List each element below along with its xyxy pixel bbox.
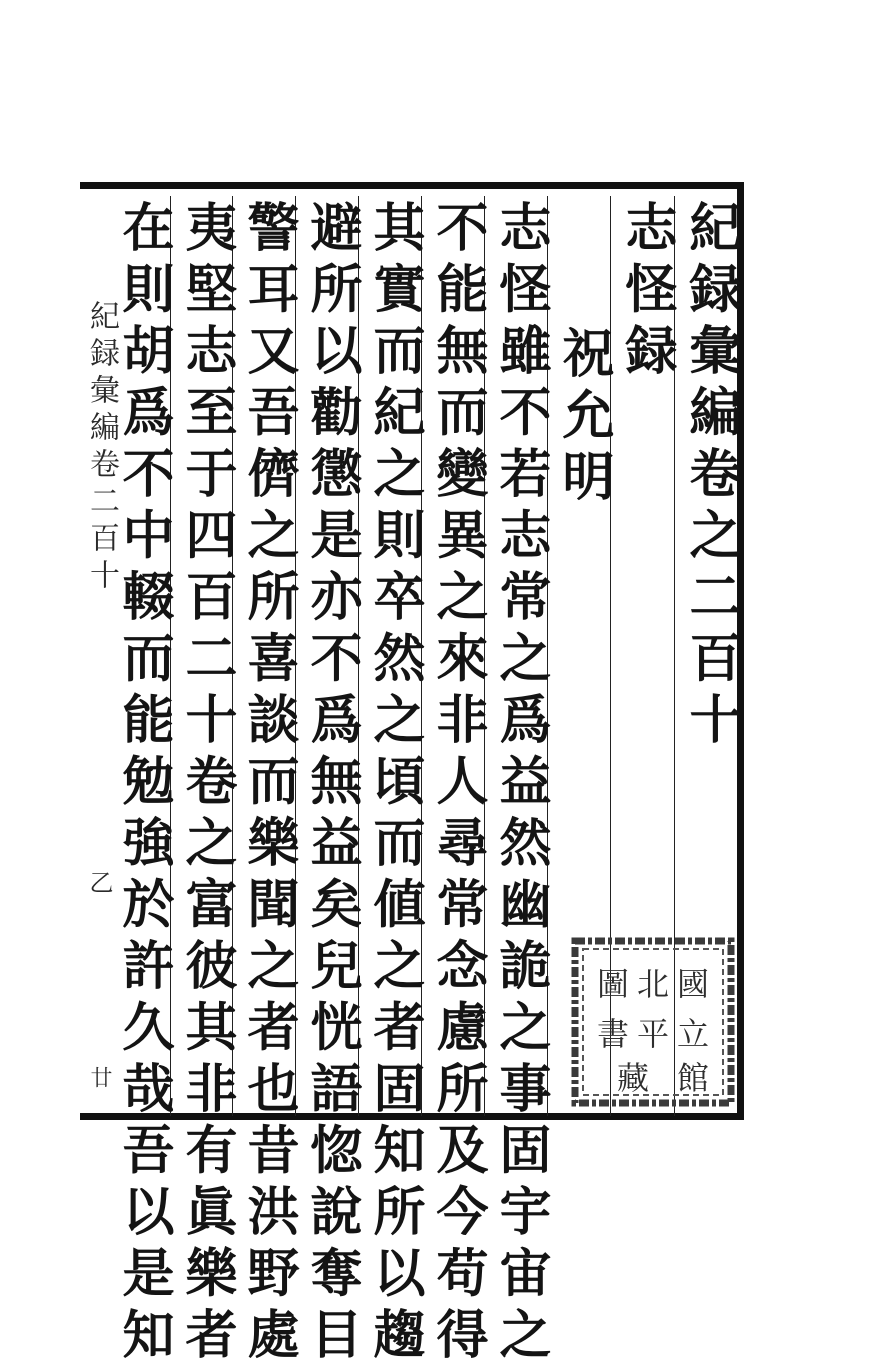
body-line-3: 其實而紀之則卒然之頃而値之者固知所以趨 bbox=[364, 200, 425, 1369]
body-line-4: 避所以勸懲是亦不爲無益矣兒恍語惚說奪目 bbox=[301, 200, 362, 1369]
seal-glyph: 平 bbox=[636, 1015, 670, 1053]
body-line-2: 不能無而變異之來非人尋常念慮所及今苟得 bbox=[427, 200, 488, 1369]
library-seal bbox=[571, 937, 735, 1107]
volume-heading: 紀録彙編卷之二百十 bbox=[680, 200, 741, 754]
author-name: 祝允明 bbox=[553, 326, 614, 511]
section-title: 志怪録 bbox=[616, 200, 677, 385]
seal-glyph: 書 bbox=[596, 1015, 630, 1053]
page-count: 廿 bbox=[87, 1066, 112, 1088]
seal-glyph: 館 bbox=[676, 1059, 710, 1097]
body-line-1: 志怪雖不若志常之爲益然幽詭之事固宇宙之 bbox=[490, 200, 551, 1369]
body-line-6: 夷堅志至于四百二十卷之富彼其非有眞樂者 bbox=[176, 200, 237, 1369]
seal-glyph: 立 bbox=[676, 1015, 710, 1053]
body-line-5: 警耳又吾儕之所喜談而樂聞之者也昔洪野處 bbox=[238, 200, 299, 1369]
seal-glyph: 圖 bbox=[596, 965, 630, 1003]
leaf-mark: 乙 bbox=[85, 870, 113, 894]
seal-glyph: 國 bbox=[676, 965, 710, 1003]
body-line-7: 在則胡爲不中輟而能勉強於許久哉吾以是知 bbox=[113, 200, 174, 1369]
spine-title: 紀録彙編卷二百十 bbox=[84, 300, 119, 596]
seal-glyph: 北 bbox=[636, 965, 670, 1003]
seal-glyph: 藏 bbox=[616, 1059, 650, 1097]
